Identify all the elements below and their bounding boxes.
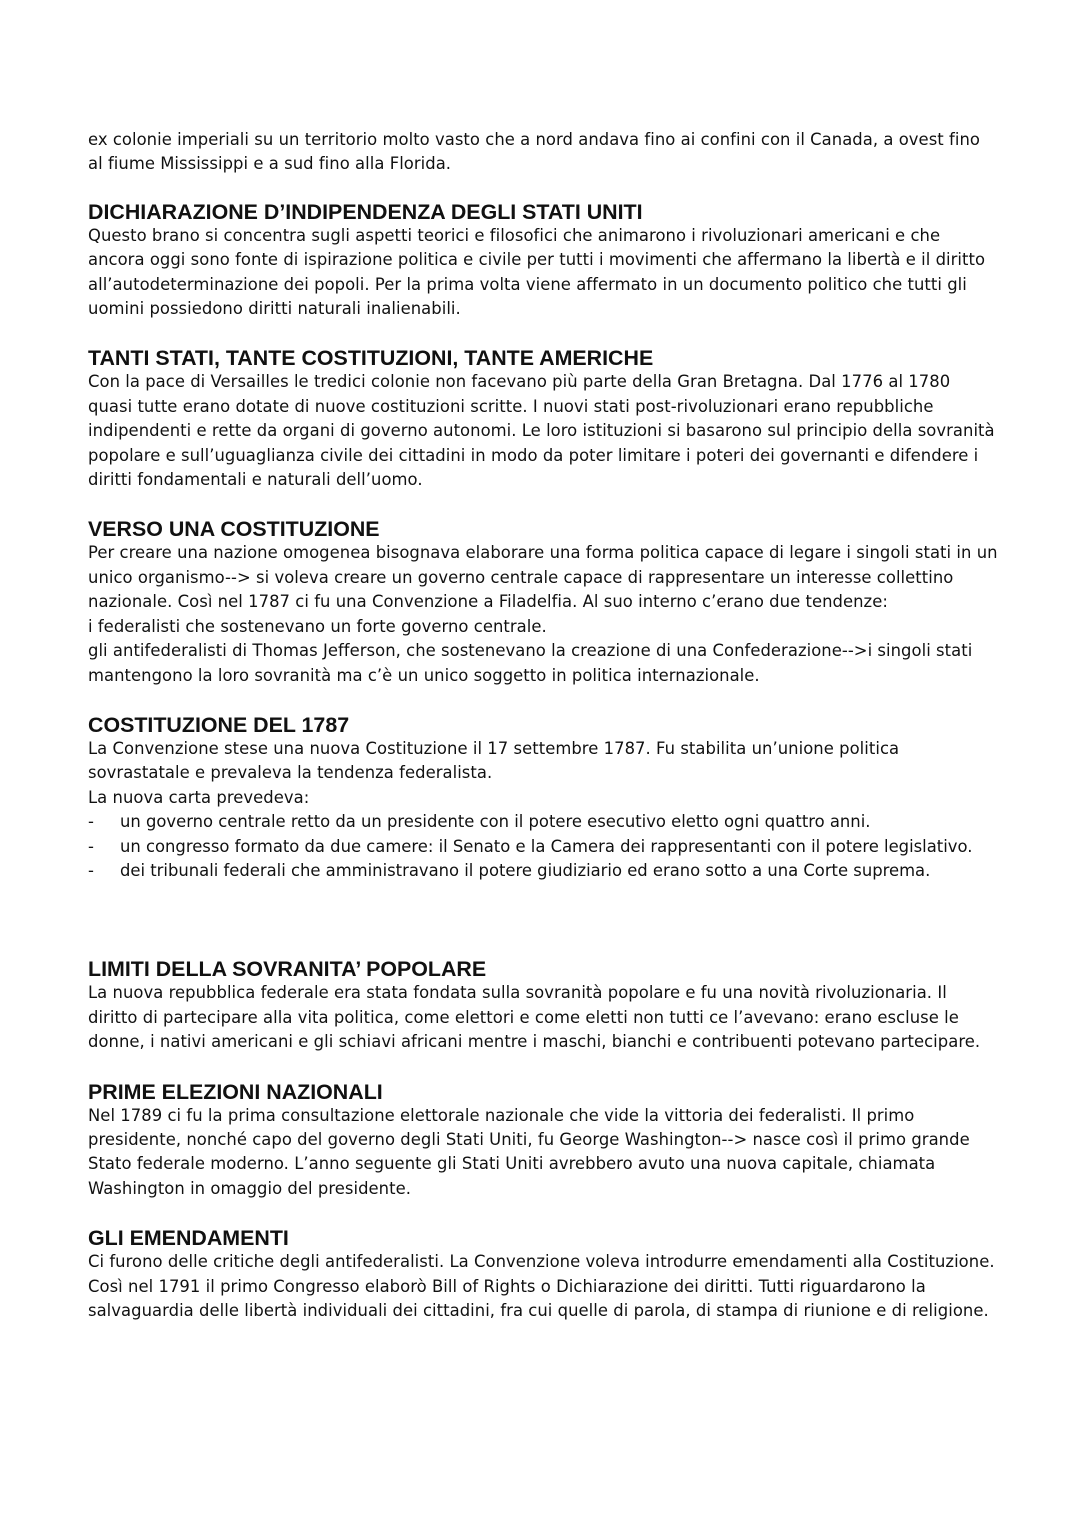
section-paragraph: Per creare una nazione omogenea bisognava elaborare una forma politica capace di legare i singoli stati in un unico organismo--> si voleva creare un governo centrale capace di rappresentare un interesse collettino nazionale. Così nel 1787 ci fu una Convenzione a Filadelfia. Al suo interno c’erano due tendenze: [88,543,998,612]
bullet-marker: - [88,860,94,880]
section-paragraph: La nuova repubblica federale era stata fondata sulla sovranità popolare e fu una novità rivoluzionaria. Il diritto di partecipare alla vita politica, come elettori e come eletti non tutti ce l’avevano: erano escluse le donne, i nativi americani e gli schiavi africani mentre i maschi, bianchi e contribuenti potevano partecipare. [88,983,981,1052]
section-dichiarazione [88,200,998,322]
section-emendamenti [88,1226,998,1323]
document-page [88,128,998,1323]
list-item [88,810,998,834]
section-paragraph: Nel 1789 ci fu la prima consultazione elettorale nazionale che vide la vittoria dei federalisti. Il primo presidente, nonché capo del governo degli Stati Uniti, fu George Washington--> nasce così il primo grande Stato federale moderno. L’anno seguente gli Stati Uniti avrebbero avuto una nuova capitale, chiamata Washington in omaggio del presidente. [88,1105,970,1198]
section-verso-costituzione [88,517,998,687]
section-paragraph: Con la pace di Versailles le tredici colonie non facevano più parte della Gran Bretagna. Dal 1776 al 1780 quasi tutte erano dotate di nuove costituzioni scritte. I nuovi stati post-rivoluzionari erano repubbliche indipendenti e rette da organi di governo autonomi. Le loro istituzioni si basarono sul principio della sovranità popolare e sull’uguaglianza civile dei cittadini in modo da poter limitare i poteri dei governanti e difendere i diritti fondamentali e naturali dell’uomo. [88,372,995,490]
section-heading: VERSO UNA COSTITUZIONE [88,517,380,542]
section-heading: PRIME ELEZIONI NAZIONALI [88,1079,383,1104]
bullet-marker: - [88,836,94,856]
intro-paragraph: ex colonie imperiali su un territorio molto vasto che a nord andava fino ai confini con il Canada, a ovest fino al fiume Mississippi e a sud fino alla Florida. [88,130,980,174]
list-item-text: un congresso formato da due camere: il Senato e la Camera dei rappresentanti con il potere legislativo. [120,836,973,856]
list-item [88,835,998,859]
list-item-text: dei tribunali federali che amministravano il potere giudiziario ed erano sotto a una Corte suprema. [120,860,931,880]
section-heading: TANTI STATI, TANTE COSTITUZIONI, TANTE AMERICHE [88,346,654,371]
section-paragraph: i federalisti che sostenevano un forte governo centrale. [88,616,547,636]
section-heading: GLI EMENDAMENTI [88,1226,289,1251]
section-paragraph: Ci furono delle critiche degli antifederalisti. La Convenzione voleva introdurre emendamenti alla Costituzione. Così nel 1791 il primo Congresso elaborò Bill of Rights o Dichiarazione dei diritti. Tutti riguardarono la salvaguardia delle libertà individuali dei cittadini, fra cui quelle di parola, di stampa di riunione e di religione. [88,1252,995,1320]
bullet-marker: - [88,812,94,832]
section-paragraph: La nuova carta prevedeva: [88,787,310,807]
section-heading: COSTITUZIONE DEL 1787 [88,712,350,737]
list-item [88,859,998,883]
section-paragraph: Questo brano si concentra sugli aspetti teorici e filosofici che animarono i rivoluzionari americani e che ancora oggi sono fonte di ispirazione politica e civile per tutti i movimenti che affermano la libertà e il diritto all’autodeterminazione dei popoli. Per la prima volta viene affermato in un documento politico che tutti gli uomini possiedono diritti naturali inalienabili. [88,225,986,319]
section-paragraph: gli antifederalisti di Thomas Jefferson, che sostenevano la creazione di una Confederazione-->i singoli stati mantengono la loro sovranità ma c’è un unico soggetto in politica internazionale. [88,641,973,685]
bullet-list [88,810,998,883]
section-limiti-sovranita [88,957,998,1054]
section-prime-elezioni [88,1080,998,1202]
list-item-text: un governo centrale retto da un presidente con il potere esecutivo eletto ogni quattro anni. [120,812,871,832]
section-heading: LIMITI DELLA SOVRANITA’ POPOLARE [88,957,487,982]
section-paragraph: La Convenzione stese una nuova Costituzione il 17 settembre 1787. Fu stabilita un’unione politica sovrastatale e prevaleva la tendenza federalista. [88,738,900,783]
section-tanti-stati [88,346,998,492]
section-heading: DICHIARAZIONE D’INDIPENDENZA DEGLI STATI UNITI [88,199,643,224]
section-costituzione-1787 [88,713,998,883]
